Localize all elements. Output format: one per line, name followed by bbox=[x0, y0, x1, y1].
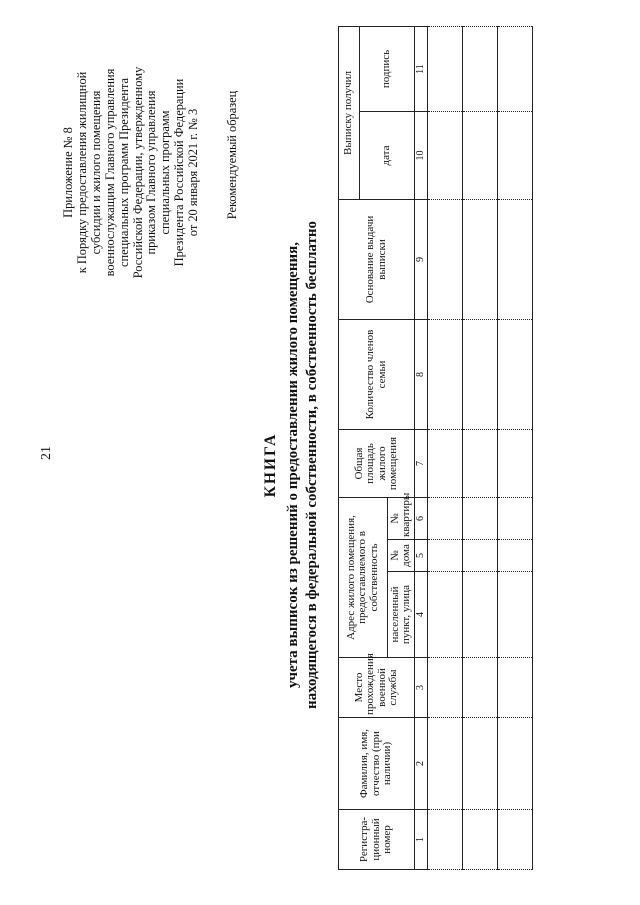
header-address-group: Адрес жилого помещения, предоставляемого в собственность bbox=[339, 498, 388, 658]
table-cell bbox=[428, 498, 463, 540]
header-apartment-no: № квартиры bbox=[388, 498, 415, 540]
table-cell bbox=[498, 658, 533, 718]
table-cell bbox=[498, 810, 533, 870]
title-main: КНИГА bbox=[262, 432, 279, 498]
appendix-line: приказом Главного управления bbox=[144, 90, 159, 255]
header-signature: подпись bbox=[360, 27, 415, 112]
table-cell bbox=[463, 498, 498, 540]
recommended-sample-note: Рекомендуемый образец bbox=[225, 90, 239, 220]
table-cell bbox=[498, 200, 533, 320]
table-cell bbox=[428, 572, 463, 658]
table-cell bbox=[428, 112, 463, 200]
table-cell bbox=[498, 320, 533, 430]
column-number: 6 bbox=[415, 498, 428, 540]
table-cell bbox=[428, 200, 463, 320]
appendix-line: Президента Российской Федерации bbox=[172, 78, 187, 267]
appendix-line: субсидии и жилого помещения bbox=[88, 90, 103, 255]
appendix-note bbox=[62, 0, 201, 345]
table-cell bbox=[463, 430, 498, 498]
column-number: 1 bbox=[415, 810, 428, 870]
table-cell bbox=[498, 430, 533, 498]
column-number: 4 bbox=[415, 572, 428, 658]
table-cell bbox=[428, 540, 463, 572]
table-cell bbox=[463, 718, 498, 810]
column-number: 9 bbox=[415, 200, 428, 320]
table-cell bbox=[463, 112, 498, 200]
table-cell bbox=[463, 810, 498, 870]
header-service-place: Место прохождения военной службы bbox=[339, 658, 415, 718]
column-number: 11 bbox=[415, 27, 428, 112]
header-issue-basis: Основание выдачи выписки bbox=[339, 200, 415, 320]
table-cell bbox=[498, 572, 533, 658]
table-cell bbox=[428, 320, 463, 430]
table-cell bbox=[428, 27, 463, 112]
column-number: 8 bbox=[415, 320, 428, 430]
column-number: 7 bbox=[415, 430, 428, 498]
table-cell bbox=[463, 200, 498, 320]
table-cell bbox=[463, 658, 498, 718]
document-title bbox=[262, 135, 322, 795]
appendix-line: Приложение № 8 bbox=[61, 127, 75, 218]
title-line-2: находящегося в федеральной собственности, в собственность бесплатно bbox=[304, 220, 320, 710]
header-received-group: Выписку получил bbox=[339, 27, 360, 200]
table-cell bbox=[428, 430, 463, 498]
column-number: 10 bbox=[415, 112, 428, 200]
table-cell bbox=[463, 27, 498, 112]
table-cell bbox=[498, 27, 533, 112]
records-table bbox=[338, 26, 533, 870]
appendix-line: Российской Федерации, утвержденному bbox=[130, 66, 145, 279]
header-full-name: Фамилия, имя, отчество (при наличии) bbox=[339, 718, 415, 810]
appendix-line: специальных программ Президента bbox=[116, 78, 131, 267]
table-cell bbox=[463, 320, 498, 430]
table-cell bbox=[428, 810, 463, 870]
page-number: 21 bbox=[39, 446, 54, 460]
table-row bbox=[463, 27, 498, 870]
table-cell bbox=[428, 658, 463, 718]
header-total-area: Общая площадь жилого помещения bbox=[339, 430, 415, 498]
header-house-no: № дома bbox=[388, 540, 415, 572]
table-cell bbox=[498, 498, 533, 540]
header-reg-number: Регистра-ционный номер bbox=[339, 810, 415, 870]
column-number: 2 bbox=[415, 718, 428, 810]
column-number: 3 bbox=[415, 658, 428, 718]
column-number: 5 bbox=[415, 540, 428, 572]
appendix-line: от 20 января 2021 г. № 3 bbox=[186, 108, 201, 237]
column-number-row bbox=[415, 27, 428, 870]
table-cell bbox=[498, 718, 533, 810]
table-cell bbox=[498, 540, 533, 572]
table-cell bbox=[463, 540, 498, 572]
appendix-line: военнослужащим Главного управления bbox=[102, 68, 117, 277]
header-family-count: Количество членов семьи bbox=[339, 320, 415, 430]
table-cell bbox=[428, 718, 463, 810]
appendix-line: специальных программ bbox=[158, 110, 173, 235]
header-date: дата bbox=[360, 112, 415, 200]
table-row bbox=[428, 27, 463, 870]
table-row bbox=[498, 27, 533, 870]
table-cell bbox=[498, 112, 533, 200]
appendix-line: к Порядку предоставления жилищной bbox=[74, 71, 89, 274]
title-line-1: учета выписок из решений о предоставлении жилого помещения, bbox=[285, 242, 301, 688]
table-cell bbox=[463, 572, 498, 658]
header-locality-street: населенный пункт, улица bbox=[388, 572, 415, 658]
